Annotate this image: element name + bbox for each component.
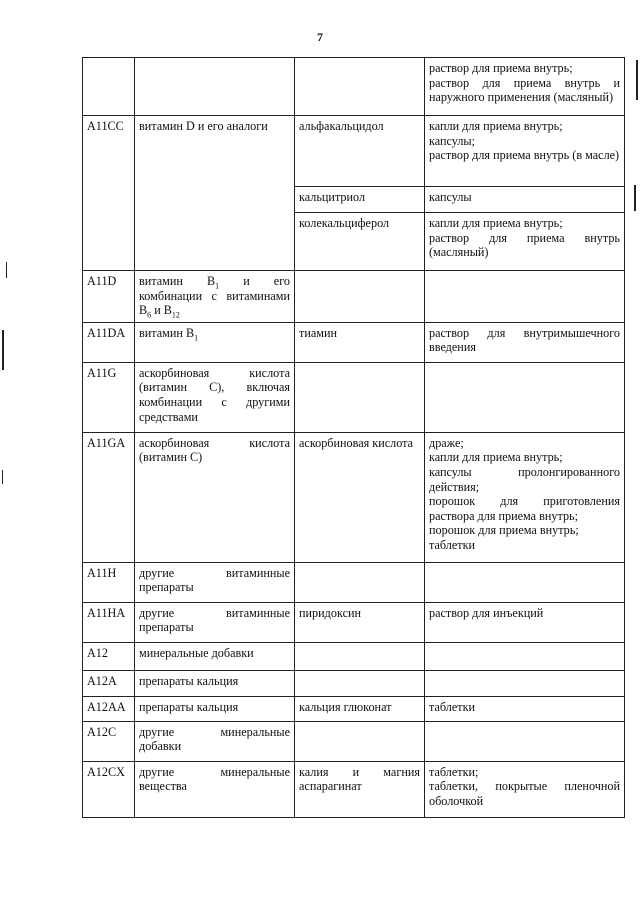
substance-cell <box>295 271 425 323</box>
substance-cell: тиамин <box>295 322 425 362</box>
table-row <box>83 116 625 187</box>
group-cell: другие витаминные препараты <box>135 602 295 642</box>
atc-code-cell: A12 <box>83 642 135 670</box>
group-cell: витамин $B_1$ и его комбинации с витаминами $B_6$ и $B_{12}$ <box>135 271 295 323</box>
dosage-forms-cell <box>425 670 625 696</box>
substance-cell: альфакальцидол <box>295 116 425 187</box>
substance-cell: колекальциферол <box>295 213 425 271</box>
table-row <box>83 721 625 761</box>
scan-edge-mark <box>634 185 636 211</box>
group-cell: другие минеральные добавки <box>135 721 295 761</box>
dosage-forms-cell <box>425 322 625 362</box>
table-row <box>83 58 625 116</box>
dosage-forms-cell <box>425 432 625 562</box>
dosage-form: раствор для инъекций <box>429 605 544 620</box>
group-cell: витамин $B_1$ <box>135 322 295 362</box>
table-row <box>83 562 625 602</box>
dosage-forms-cell <box>425 187 625 213</box>
scan-edge-mark <box>2 330 4 370</box>
atc-code-cell: A12A <box>83 670 135 696</box>
dosage-form: таблетки <box>429 537 476 552</box>
dosage-form: раствор для приема внутрь; <box>429 61 573 75</box>
table-row <box>83 761 625 817</box>
group-cell: другие витаминные препараты <box>135 562 295 602</box>
substance-cell <box>295 670 425 696</box>
dosage-form: таблетки, покрытые пленочной оболочкой <box>429 779 620 808</box>
atc-code-cell: A12AA <box>83 696 135 721</box>
dosage-forms-cell <box>425 562 625 602</box>
dosage-forms-cell <box>425 116 625 187</box>
group-cell: препараты кальция <box>135 696 295 721</box>
drug-table <box>82 57 625 818</box>
dosage-form: капсулы пролонгированного действия; <box>429 464 620 494</box>
dosage-form: капсулы; <box>429 133 475 148</box>
atc-code-cell: A11GA <box>83 432 135 562</box>
group-cell: препараты кальция <box>135 670 295 696</box>
page-number: 7 <box>317 30 323 44</box>
atc-code-cell: A12CX <box>83 761 135 817</box>
table-row <box>83 432 625 562</box>
dosage-form: таблетки <box>429 699 476 714</box>
group-cell: минеральные добавки <box>135 642 295 670</box>
dosage-form: раствор для приема внутрь (масляный) <box>429 230 620 260</box>
scan-edge-mark <box>636 60 638 100</box>
dosage-form: раствор для приема внутрь и наружного применения (масляный) <box>429 75 620 105</box>
dosage-form: таблетки; <box>429 764 479 779</box>
substance-cell: калия и магния аспарагинат <box>295 761 425 817</box>
dosage-form: порошок для приготовления раствора для приема внутрь; <box>429 494 620 523</box>
table-row <box>83 642 625 670</box>
atc-code-cell: A11D <box>83 271 135 323</box>
substance-cell <box>295 642 425 670</box>
table-row <box>83 362 625 432</box>
dosage-form: капли для приема внутрь; <box>429 450 563 465</box>
substance-cell: аскорбиновая кислота <box>295 432 425 562</box>
substance-cell <box>295 362 425 432</box>
group-cell: другие минеральные вещества <box>135 761 295 817</box>
dosage-forms-cell <box>425 213 625 271</box>
substance-cell: кальция глюконат <box>295 696 425 721</box>
dosage-forms-cell <box>425 602 625 642</box>
atc-code-cell: A11H <box>83 562 135 602</box>
dosage-forms-cell <box>425 362 625 432</box>
substance-cell <box>295 562 425 602</box>
group-cell <box>135 58 295 116</box>
atc-code-cell <box>83 58 135 116</box>
scan-edge-mark <box>2 470 3 484</box>
dosage-forms-cell <box>425 58 625 116</box>
dosage-forms-cell <box>425 696 625 721</box>
table-row <box>83 696 625 721</box>
dosage-forms-cell <box>425 761 625 817</box>
substance-cell <box>295 58 425 116</box>
table-row <box>83 322 625 362</box>
dosage-form: раствор для внутримышечного введения <box>429 325 620 355</box>
dosage-form: раствор для приема внутрь (в масле) <box>429 148 620 163</box>
substance-cell: кальцитриол <box>295 187 425 213</box>
dosage-form: капсулы <box>429 190 472 204</box>
dosage-form: капли для приема внутрь; <box>429 119 563 133</box>
group-cell: аскорбиновая кислота (витамин C) <box>135 432 295 562</box>
atc-code-cell: A11G <box>83 362 135 432</box>
group-cell: витамин D и его аналоги <box>135 116 295 271</box>
atc-code-cell: A11CC <box>83 116 135 271</box>
substance-cell <box>295 721 425 761</box>
dosage-forms-cell <box>425 721 625 761</box>
dosage-forms-cell <box>425 271 625 323</box>
table-row <box>83 670 625 696</box>
atc-code-cell: A11DA <box>83 322 135 362</box>
dosage-forms-cell <box>425 642 625 670</box>
table-row <box>83 602 625 642</box>
table-row <box>83 271 625 323</box>
dosage-form: порошок для приема внутрь; <box>429 523 579 538</box>
dosage-form: капли для приема внутрь; <box>429 216 563 230</box>
atc-code-cell: A11HA <box>83 602 135 642</box>
dosage-form: драже; <box>429 435 464 450</box>
atc-code-cell: A12C <box>83 721 135 761</box>
scan-edge-mark <box>6 262 7 278</box>
group-cell: аскорбиновая кислота (витамин C), включая комбинации с другими средствами <box>135 362 295 432</box>
substance-cell: пиридоксин <box>295 602 425 642</box>
